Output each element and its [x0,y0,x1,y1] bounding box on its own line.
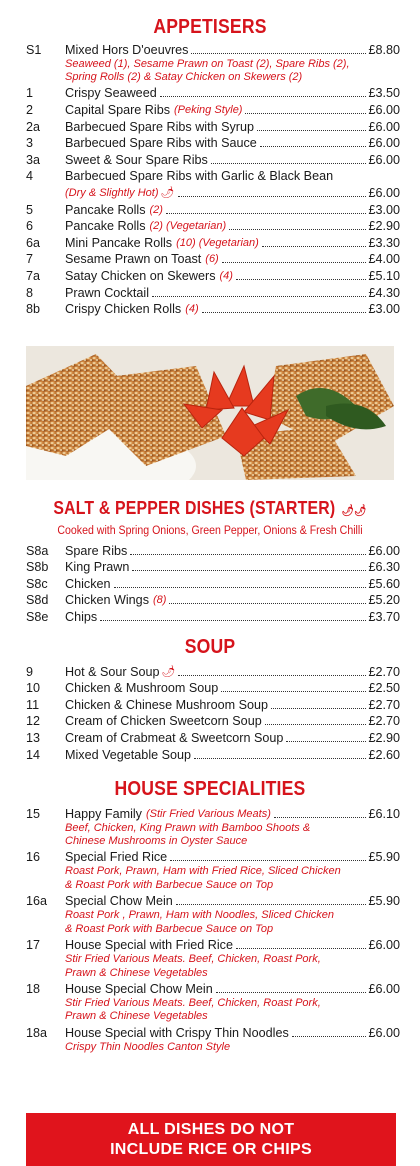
item-description: Crispy Thin Noodles Canton Style [65,1040,231,1053]
menu-item-row [26,85,400,102]
menu-item-row [26,980,400,997]
item-name: House Special with Fried Rice [65,937,233,952]
menu-item-row [26,729,400,746]
menu-item-row [26,559,400,576]
item-code: 3a [26,152,41,167]
appetisers-list [26,41,400,317]
salt-pepper-subtitle: Cooked with Spring Onions, Green Pepper, Onions & Fresh Chilli [57,525,363,537]
item-price: £3.30 [368,235,400,250]
item-name: Mixed Hors D'oeuvres [65,42,189,57]
item-price: £6.00 [368,136,400,151]
menu-item-row [26,218,400,235]
item-note: (2) [149,203,163,216]
salt-pepper-title [25,496,395,523]
item-description: & Roast Pork with Barbecue Sauce on Top [65,922,274,935]
item-note: (2) (Vegetarian) [149,220,227,233]
leader-dots [274,817,367,818]
item-price: £3.00 [368,302,400,317]
leader-dots [169,603,366,604]
item-name: Sesame Prawn on Toast [65,252,202,267]
item-price: £8.80 [368,42,400,57]
item-code: 9 [26,664,34,679]
item-price: £6.00 [368,185,400,200]
salt-pepper-title-text: SALT & PEPPER DISHES (STARTER) [53,498,336,518]
menu-item-row [26,201,400,218]
menu-item-row-continued [26,184,400,201]
item-name: Prawn Cocktail [65,285,149,300]
item-description: Roast Pork , Prawn, Ham with Noodles, Sliced Chicken [65,909,334,922]
item-name: Satay Chicken on Skewers [65,268,216,283]
leader-dots [245,113,366,114]
item-name: Chips [65,609,98,624]
item-name: Crispy Seaweed [65,86,157,101]
leader-dots [236,948,366,949]
item-note: (10) (Vegetarian) [176,236,259,249]
soup-section [0,635,420,763]
item-code: 12 [26,714,41,729]
leader-dots [170,860,366,861]
item-code: 6 [26,219,34,234]
appetisers-title: APPETISERS [153,16,267,38]
item-description: Spring Rolls (2) & Satay Chicken on Skewers (2) [65,71,303,84]
menu-item-row [26,151,400,168]
appetisers-section [0,15,420,317]
item-name: Sweet & Sour Spare Ribs [65,152,208,167]
leader-dots [221,691,366,692]
leader-dots [257,130,366,131]
item-description: & Roast Pork with Barbecue Sauce on Top [65,878,274,891]
leader-dots [292,1036,367,1037]
item-price: £6.00 [368,119,400,134]
item-price: £2.90 [368,219,400,234]
menu-item-row [26,1024,400,1041]
item-code: S8e [26,609,49,624]
item-code: 2 [26,102,34,117]
item-code: 5 [26,202,34,217]
item-code: S1 [26,42,42,57]
item-code: 16a [26,894,48,909]
leader-dots [160,96,367,97]
leader-dots [178,196,367,197]
leader-dots [114,587,367,588]
leader-dots [202,312,367,313]
item-description: Chinese Mushrooms in Oyster Sauce [65,835,248,848]
item-name: Happy Family [65,806,142,821]
leader-dots [194,758,366,759]
menu-item-row [26,936,400,953]
item-note: (Dry & Slightly Hot) [65,186,159,199]
menu-item-row [26,101,400,118]
item-code: 13 [26,730,41,745]
notice-line-1: ALL DISHES DO NOT [127,1121,295,1138]
house-list [26,805,400,1054]
item-name: Crispy Chicken Rolls [65,302,182,317]
item-price: £2.50 [368,681,400,696]
item-name: Cream of Crabmeat & Sweetcorn Soup [65,730,284,745]
menu-item-row [26,267,400,284]
item-price: £3.50 [368,86,400,101]
menu-item-row [26,849,400,866]
menu-item-row [26,746,400,763]
item-name: Barbecued Spare Ribs with Sauce [65,136,257,151]
item-name: House Special with Crispy Thin Noodles [65,1025,289,1040]
item-price: £6.00 [368,152,400,167]
item-description: Seaweed (1), Sesame Prawn on Toast (2), Spare Ribs (2), [65,57,350,70]
item-note: (4) [219,269,233,282]
leader-dots [229,229,366,230]
item-name: Barbecued Spare Ribs with Garlic & Black Bean [65,169,334,184]
item-code: 1 [26,86,34,101]
menu-item-row [26,234,400,251]
item-code: 3 [26,136,34,151]
salt-pepper-section [0,496,420,625]
item-code: 2a [26,119,41,134]
item-code: 16 [26,850,41,865]
menu-item-row [26,301,400,318]
item-name: Pancake Rolls [65,202,146,217]
salt-pepper-list [26,542,400,625]
item-name: Chicken & Chinese Mushroom Soup [65,697,269,712]
menu-item-row [26,284,400,301]
menu-item-row [26,696,400,713]
item-price: £4.00 [368,252,400,267]
item-name: Capital Spare Ribs [65,102,170,117]
item-price: £2.70 [368,664,400,679]
leader-dots [271,708,366,709]
house-title: HOUSE SPECIALITIES [114,778,306,800]
item-price: £5.90 [368,894,400,909]
menu-item-row [26,713,400,730]
leader-dots [211,163,367,164]
chilli-pepper-icon: 🌶 [161,665,176,678]
item-code: S8c [26,576,48,591]
item-price: £4.30 [368,285,400,300]
item-note: (Stir Fried Various Meats) [145,807,271,820]
item-name: Chicken & Mushroom Soup [65,681,219,696]
item-name: Hot & Sour Soup [65,664,160,679]
chilli-pepper-icon: 🌶 [160,186,175,199]
item-price: £2.70 [368,714,400,729]
leader-dots [152,296,366,297]
item-description: Prawn & Chinese Vegetables [65,966,208,979]
item-code: S8a [26,543,49,558]
item-name: House Special Chow Mein [65,981,213,996]
item-code: 17 [26,937,41,952]
menu-item-row [26,592,400,609]
leader-dots [130,554,366,555]
menu-item-row [26,168,400,185]
item-code: 18 [26,981,41,996]
chilli-pepper-icon: 🌶🌶 [341,505,367,517]
leader-dots [132,570,366,571]
menu-item-row [26,118,400,135]
menu-item-row [26,575,400,592]
leader-dots [166,213,367,214]
menu-item-row [26,251,400,268]
leader-dots [236,279,367,280]
sesame-prawn-toast-image [26,346,394,480]
menu-item-row [26,663,400,680]
item-name: Chicken Wings [65,593,149,608]
item-price: £5.60 [368,576,400,591]
item-code: 8 [26,285,34,300]
item-price: £3.00 [368,202,400,217]
item-price: £6.00 [368,981,400,996]
item-name: Special Fried Rice [65,850,168,865]
rice-chips-notice [26,1113,396,1166]
item-code: 15 [26,806,41,821]
item-name: Spare Ribs [65,543,128,558]
item-price: £3.70 [368,609,400,624]
item-price: £2.90 [368,730,400,745]
item-code: S8d [26,593,49,608]
item-code: S8b [26,560,49,575]
food-photo [26,346,394,480]
item-price: £5.90 [368,850,400,865]
menu-item-row [26,135,400,152]
item-code: 7a [26,268,41,283]
leader-dots [260,146,367,147]
notice-line-2: INCLUDE RICE OR CHIPS [110,1141,312,1158]
item-note: (6) [205,253,219,266]
item-code: 10 [26,681,41,696]
item-price: £5.10 [368,268,400,283]
item-note: (8) [153,594,167,607]
leader-dots [100,620,366,621]
item-price: £6.30 [368,560,400,575]
item-name: Mixed Vegetable Soup [65,747,192,762]
menu-item-row [26,608,400,625]
leader-dots [286,741,366,742]
item-code: 14 [26,747,41,762]
leader-dots [262,246,367,247]
item-name: Special Chow Mein [65,894,173,909]
item-price: £5.20 [368,593,400,608]
item-description: Roast Pork, Prawn, Ham with Fried Rice, Sliced Chicken [65,865,341,878]
soup-title: SOUP [184,636,236,658]
item-price: £2.60 [368,747,400,762]
item-note: (4) [185,303,199,316]
item-name: Pancake Rolls [65,219,146,234]
item-price: £6.10 [368,806,400,821]
item-code: 6a [26,235,41,250]
item-code: 8b [26,302,41,317]
menu-item-row [26,41,400,58]
item-price: £6.00 [368,1025,400,1040]
item-description: Beef, Chicken, King Prawn with Bamboo Shoots & [65,821,311,834]
item-price: £6.00 [368,102,400,117]
item-code: 18a [26,1025,48,1040]
item-price: £6.00 [368,937,400,952]
item-name: Chicken [65,576,111,591]
leader-dots [178,675,366,676]
item-name: King Prawn [65,560,130,575]
leader-dots [176,904,367,905]
item-price: £2.70 [368,697,400,712]
menu-item-row [26,680,400,697]
soup-list [26,663,400,763]
item-code: 7 [26,252,34,267]
item-name: Barbecued Spare Ribs with Syrup [65,119,255,134]
leader-dots [191,53,366,54]
item-code: 4 [26,169,34,184]
item-name: Cream of Chicken Sweetcorn Soup [65,714,262,729]
item-note: (Peking Style) [174,103,243,116]
item-description: Stir Fried Various Meats. Beef, Chicken, Roast Pork, [65,952,321,965]
leader-dots [216,992,367,993]
menu-item-row [26,893,400,910]
item-name: Mini Pancake Rolls [65,235,173,250]
menu-item-row [26,542,400,559]
item-price: £6.00 [368,543,400,558]
house-section [0,777,420,1054]
menu-item-row [26,805,400,822]
item-description: Stir Fried Various Meats. Beef, Chicken, Roast Pork, [65,996,321,1009]
leader-dots [265,724,367,725]
leader-dots [222,262,367,263]
item-code: 11 [26,697,40,712]
item-description: Prawn & Chinese Vegetables [65,1010,208,1023]
